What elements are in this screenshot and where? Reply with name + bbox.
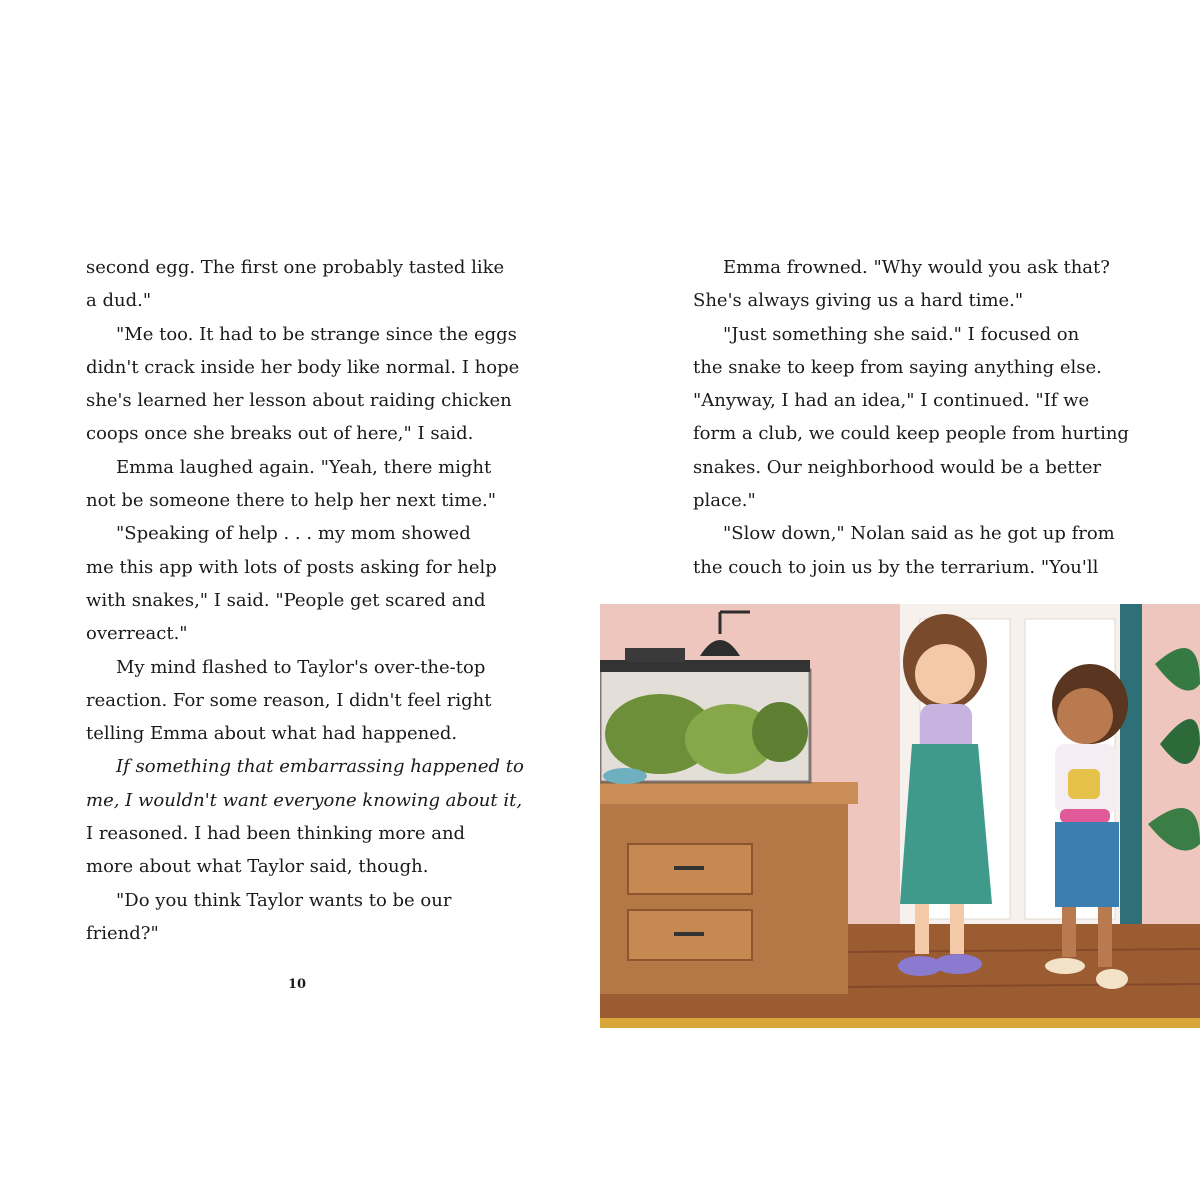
- text-line: me this app with lots of posts asking for help: [86, 556, 497, 578]
- text-line: "Do you think Taylor wants to be our: [116, 889, 452, 911]
- text-line: the snake to keep from saying anything else.: [693, 356, 1102, 378]
- text-line: My mind flashed to Taylor's over-the-top: [116, 656, 486, 678]
- text-line: If something that embarrassing happened to: [116, 756, 524, 778]
- right-page-text: [693, 251, 1133, 584]
- text-line: Emma laughed again. "Yeah, there might: [116, 456, 492, 478]
- text-line: "Just something she said." I focused on: [723, 323, 1080, 345]
- text-line: didn't crack inside her body like normal. I hope: [86, 356, 520, 378]
- text-line: Emma frowned. "Why would you ask that?: [723, 257, 1110, 278]
- left-page-text: [86, 251, 526, 950]
- text-line: more about what Taylor said, though.: [86, 856, 429, 878]
- text-line: I reasoned. I had been thinking more and: [86, 823, 466, 845]
- text-line: second egg. The first one probably tasted like: [86, 257, 505, 278]
- text-line: form a club, we could keep people from hurting: [693, 423, 1129, 445]
- text-line: telling Emma about what had happened.: [86, 723, 458, 745]
- text-line: coops once she breaks out of here," I said.: [86, 423, 474, 445]
- text-line: not be someone there to help her next time.": [86, 490, 497, 512]
- text-line: with snakes," I said. "People get scared and: [86, 589, 486, 611]
- text-line: a dud.": [86, 290, 152, 312]
- text-line: "Anyway, I had an idea," I continued. "If we: [693, 390, 1090, 412]
- two-girls-terrarium-illustration: [600, 604, 1200, 1028]
- text-line: she's learned her lesson about raiding chicken: [86, 390, 512, 412]
- text-line: me, I wouldn't want everyone knowing about it,: [86, 789, 523, 811]
- text-line: She's always giving us a hard time.": [693, 290, 1024, 312]
- text-line: snakes. Our neighborhood would be a better: [693, 456, 1102, 478]
- text-line: place.": [693, 490, 756, 512]
- page-number: 10: [288, 977, 307, 992]
- text-line: "Slow down," Nolan said as he got up from: [723, 523, 1115, 545]
- text-line: reaction. For some reason, I didn't feel right: [86, 689, 492, 711]
- text-line: the couch to join us by the terrarium. "You'll: [693, 556, 1099, 578]
- text-line: overreact.": [86, 623, 188, 645]
- text-line: "Me too. It had to be strange since the eggs: [116, 323, 517, 345]
- text-line: friend?": [86, 922, 159, 944]
- text-line: "Speaking of help . . . my mom showed: [116, 523, 471, 545]
